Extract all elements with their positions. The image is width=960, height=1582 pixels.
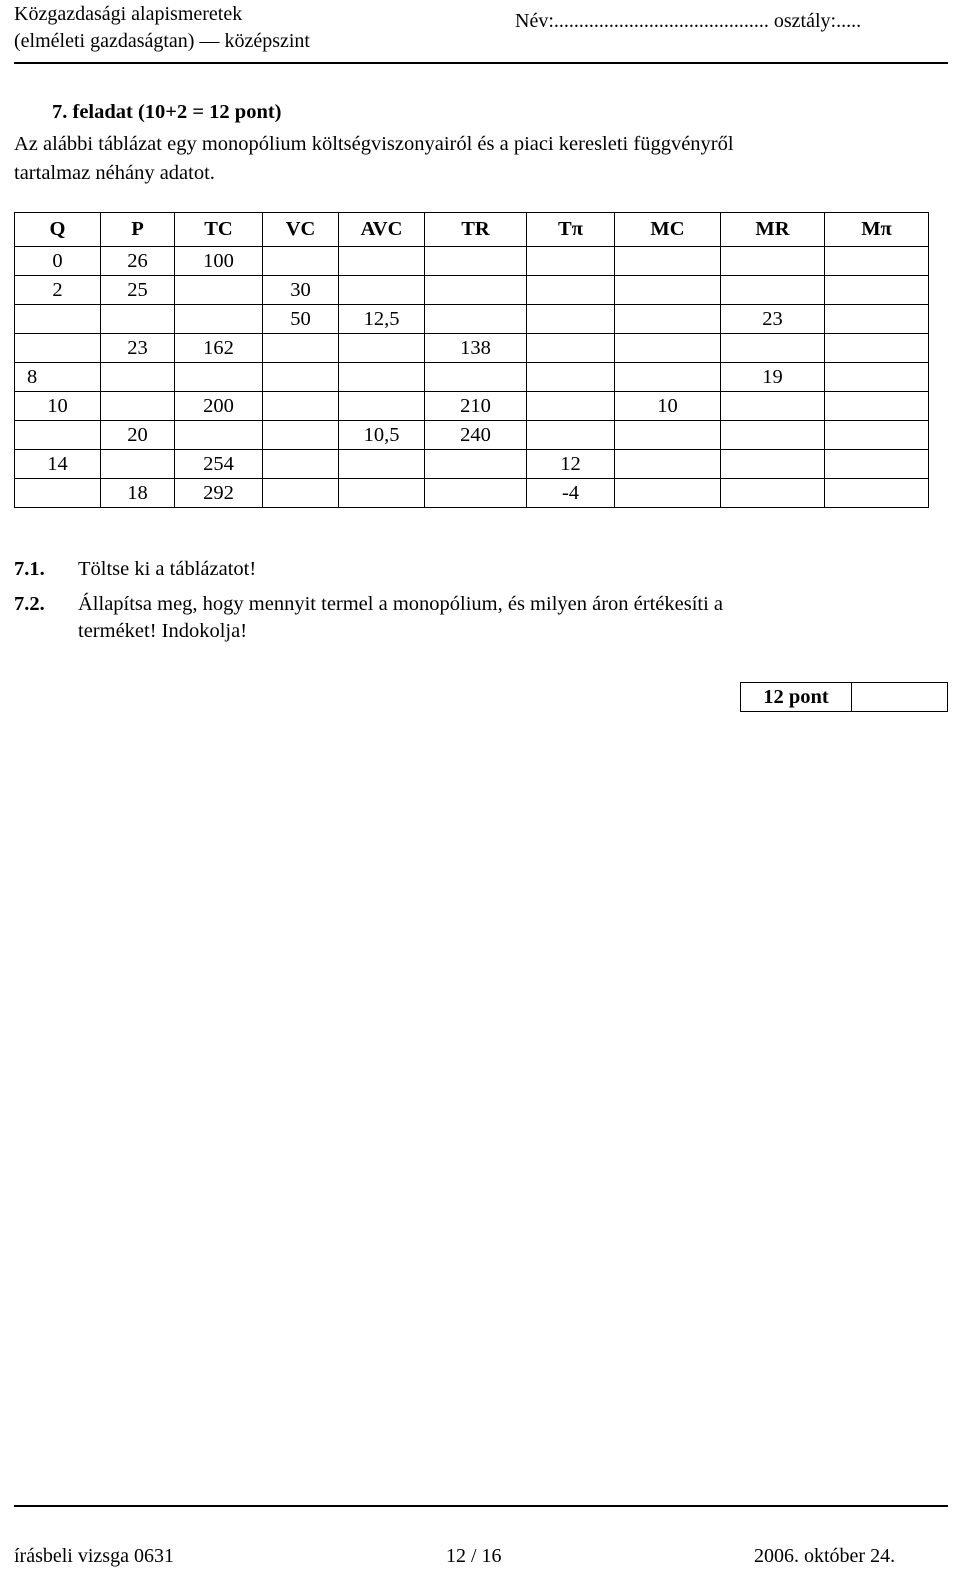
col-header-mr: MR: [721, 213, 825, 247]
table-cell[interactable]: 10,5: [339, 421, 425, 450]
table-cell[interactable]: [825, 392, 929, 421]
col-header-p: P: [101, 213, 175, 247]
col-header-avc: AVC: [339, 213, 425, 247]
table-cell[interactable]: [527, 392, 615, 421]
table-cell[interactable]: [615, 421, 721, 450]
table-cell[interactable]: [339, 479, 425, 508]
table-row: [15, 421, 929, 450]
table-cell[interactable]: [425, 450, 527, 479]
table-cell[interactable]: [615, 479, 721, 508]
table-cell[interactable]: [721, 276, 825, 305]
table-row: [15, 334, 929, 363]
table-cell[interactable]: [425, 363, 527, 392]
cost-table: [14, 212, 929, 508]
table-cell[interactable]: [825, 305, 929, 334]
table-cell[interactable]: [175, 305, 263, 334]
table-cell[interactable]: [721, 421, 825, 450]
table-row: [15, 247, 929, 276]
footer-exam: írásbeli vizsga 0631: [14, 1545, 174, 1567]
table-cell[interactable]: [101, 450, 175, 479]
table-cell[interactable]: [263, 421, 339, 450]
table-cell[interactable]: -4: [527, 479, 615, 508]
table-cell[interactable]: 162: [175, 334, 263, 363]
table-cell[interactable]: 8: [15, 363, 101, 392]
table-cell[interactable]: 240: [425, 421, 527, 450]
question-1-number: 7.1.: [14, 558, 45, 580]
col-header-mpi: Mπ: [825, 213, 929, 247]
table-cell[interactable]: [101, 305, 175, 334]
table-cell[interactable]: 23: [721, 305, 825, 334]
table-row: [15, 450, 929, 479]
table-cell[interactable]: 254: [175, 450, 263, 479]
table-cell[interactable]: [825, 363, 929, 392]
table-cell[interactable]: 20: [101, 421, 175, 450]
table-row: [15, 276, 929, 305]
question-2-text-line1: Állapítsa meg, hogy mennyit termel a monopólium, és milyen áron értékesíti a: [78, 593, 724, 615]
table-cell[interactable]: [263, 334, 339, 363]
table-cell[interactable]: [615, 450, 721, 479]
question-1-text: Töltse ki a táblázatot!: [78, 558, 257, 580]
table-cell[interactable]: [263, 363, 339, 392]
table-cell[interactable]: [825, 479, 929, 508]
table-cell[interactable]: 138: [425, 334, 527, 363]
table-cell[interactable]: [15, 421, 101, 450]
name-class-field: Név:........................................... osztály:.....: [515, 10, 862, 32]
table-cell[interactable]: 26: [101, 247, 175, 276]
table-cell[interactable]: [527, 421, 615, 450]
task-intro-line1: Az alábbi táblázat egy monopólium költségviszonyairól és a piaci keresleti függvényről: [14, 133, 734, 155]
table-cell[interactable]: 210: [425, 392, 527, 421]
table-cell[interactable]: 25: [101, 276, 175, 305]
task-intro-line2: tartalmaz néhány adatot.: [14, 162, 215, 184]
footer-rule: [14, 1505, 948, 1507]
table-cell[interactable]: 2: [15, 276, 101, 305]
table-cell[interactable]: [339, 334, 425, 363]
table-header-row: [15, 213, 929, 247]
table-cell[interactable]: [527, 363, 615, 392]
table-cell[interactable]: [339, 450, 425, 479]
table-cell[interactable]: 12,5: [339, 305, 425, 334]
table-cell[interactable]: [175, 276, 263, 305]
table-cell[interactable]: 50: [263, 305, 339, 334]
question-2-text-line2: terméket! Indokolja!: [78, 620, 248, 642]
table-cell[interactable]: [825, 276, 929, 305]
table-cell[interactable]: 0: [15, 247, 101, 276]
table-cell[interactable]: [263, 392, 339, 421]
score-box: [740, 682, 948, 712]
table-cell[interactable]: 23: [101, 334, 175, 363]
table-cell[interactable]: 10: [615, 392, 721, 421]
table-cell[interactable]: [721, 392, 825, 421]
table-cell[interactable]: [15, 305, 101, 334]
subject-title: Közgazdasági alapismeretek: [14, 3, 243, 25]
question-2-number: 7.2.: [14, 593, 45, 615]
table-cell[interactable]: [339, 392, 425, 421]
table-cell[interactable]: [425, 479, 527, 508]
table-cell[interactable]: [721, 450, 825, 479]
table-cell[interactable]: [825, 334, 929, 363]
footer-date: 2006. október 24.: [754, 1545, 896, 1567]
table-cell[interactable]: [339, 363, 425, 392]
col-header-tr: TR: [425, 213, 527, 247]
table-cell[interactable]: [339, 247, 425, 276]
col-header-tpi: Tπ: [527, 213, 615, 247]
table-cell[interactable]: [101, 392, 175, 421]
table-cell[interactable]: [825, 247, 929, 276]
table-row: [15, 392, 929, 421]
table-cell[interactable]: 10: [15, 392, 101, 421]
table-cell[interactable]: 100: [175, 247, 263, 276]
table-cell[interactable]: [263, 450, 339, 479]
table-cell[interactable]: [425, 276, 527, 305]
table-cell[interactable]: [527, 305, 615, 334]
table-row: [15, 363, 929, 392]
table-cell[interactable]: [615, 276, 721, 305]
table-cell[interactable]: [15, 479, 101, 508]
col-header-tc: TC: [175, 213, 263, 247]
table-cell[interactable]: 200: [175, 392, 263, 421]
table-cell[interactable]: [175, 363, 263, 392]
table-cell[interactable]: [615, 305, 721, 334]
table-row: [15, 305, 929, 334]
table-cell[interactable]: [425, 247, 527, 276]
table-cell[interactable]: 18: [101, 479, 175, 508]
table-cell[interactable]: [527, 276, 615, 305]
table-cell[interactable]: [721, 247, 825, 276]
table-cell[interactable]: 292: [175, 479, 263, 508]
table-cell[interactable]: [339, 276, 425, 305]
col-header-q: Q: [15, 213, 101, 247]
task-title: 7. feladat (10+2 = 12 pont): [52, 101, 282, 123]
table-cell[interactable]: 19: [721, 363, 825, 392]
table-row: [15, 479, 929, 508]
table-cell[interactable]: [825, 421, 929, 450]
table-cell[interactable]: [263, 479, 339, 508]
table-cell[interactable]: [615, 334, 721, 363]
table-cell[interactable]: [425, 305, 527, 334]
score-value-cell[interactable]: [852, 683, 947, 711]
col-header-vc: VC: [263, 213, 339, 247]
table-cell[interactable]: [527, 334, 615, 363]
footer-page: 12 / 16: [446, 1545, 502, 1567]
table-cell[interactable]: [721, 479, 825, 508]
table-cell[interactable]: [263, 247, 339, 276]
subject-level: (elméleti gazdaságtan) — középszint: [14, 30, 310, 52]
table-cell[interactable]: [825, 450, 929, 479]
table-cell[interactable]: [527, 247, 615, 276]
table-cell[interactable]: 12: [527, 450, 615, 479]
table-cell[interactable]: [721, 334, 825, 363]
table-cell[interactable]: [15, 334, 101, 363]
score-label: 12 pont: [741, 683, 852, 711]
table-cell[interactable]: [615, 247, 721, 276]
col-header-mc: MC: [615, 213, 721, 247]
table-cell[interactable]: [615, 363, 721, 392]
table-cell[interactable]: [175, 421, 263, 450]
table-cell[interactable]: [101, 363, 175, 392]
table-cell[interactable]: 14: [15, 450, 101, 479]
header-rule: [14, 62, 948, 64]
table-cell[interactable]: 30: [263, 276, 339, 305]
